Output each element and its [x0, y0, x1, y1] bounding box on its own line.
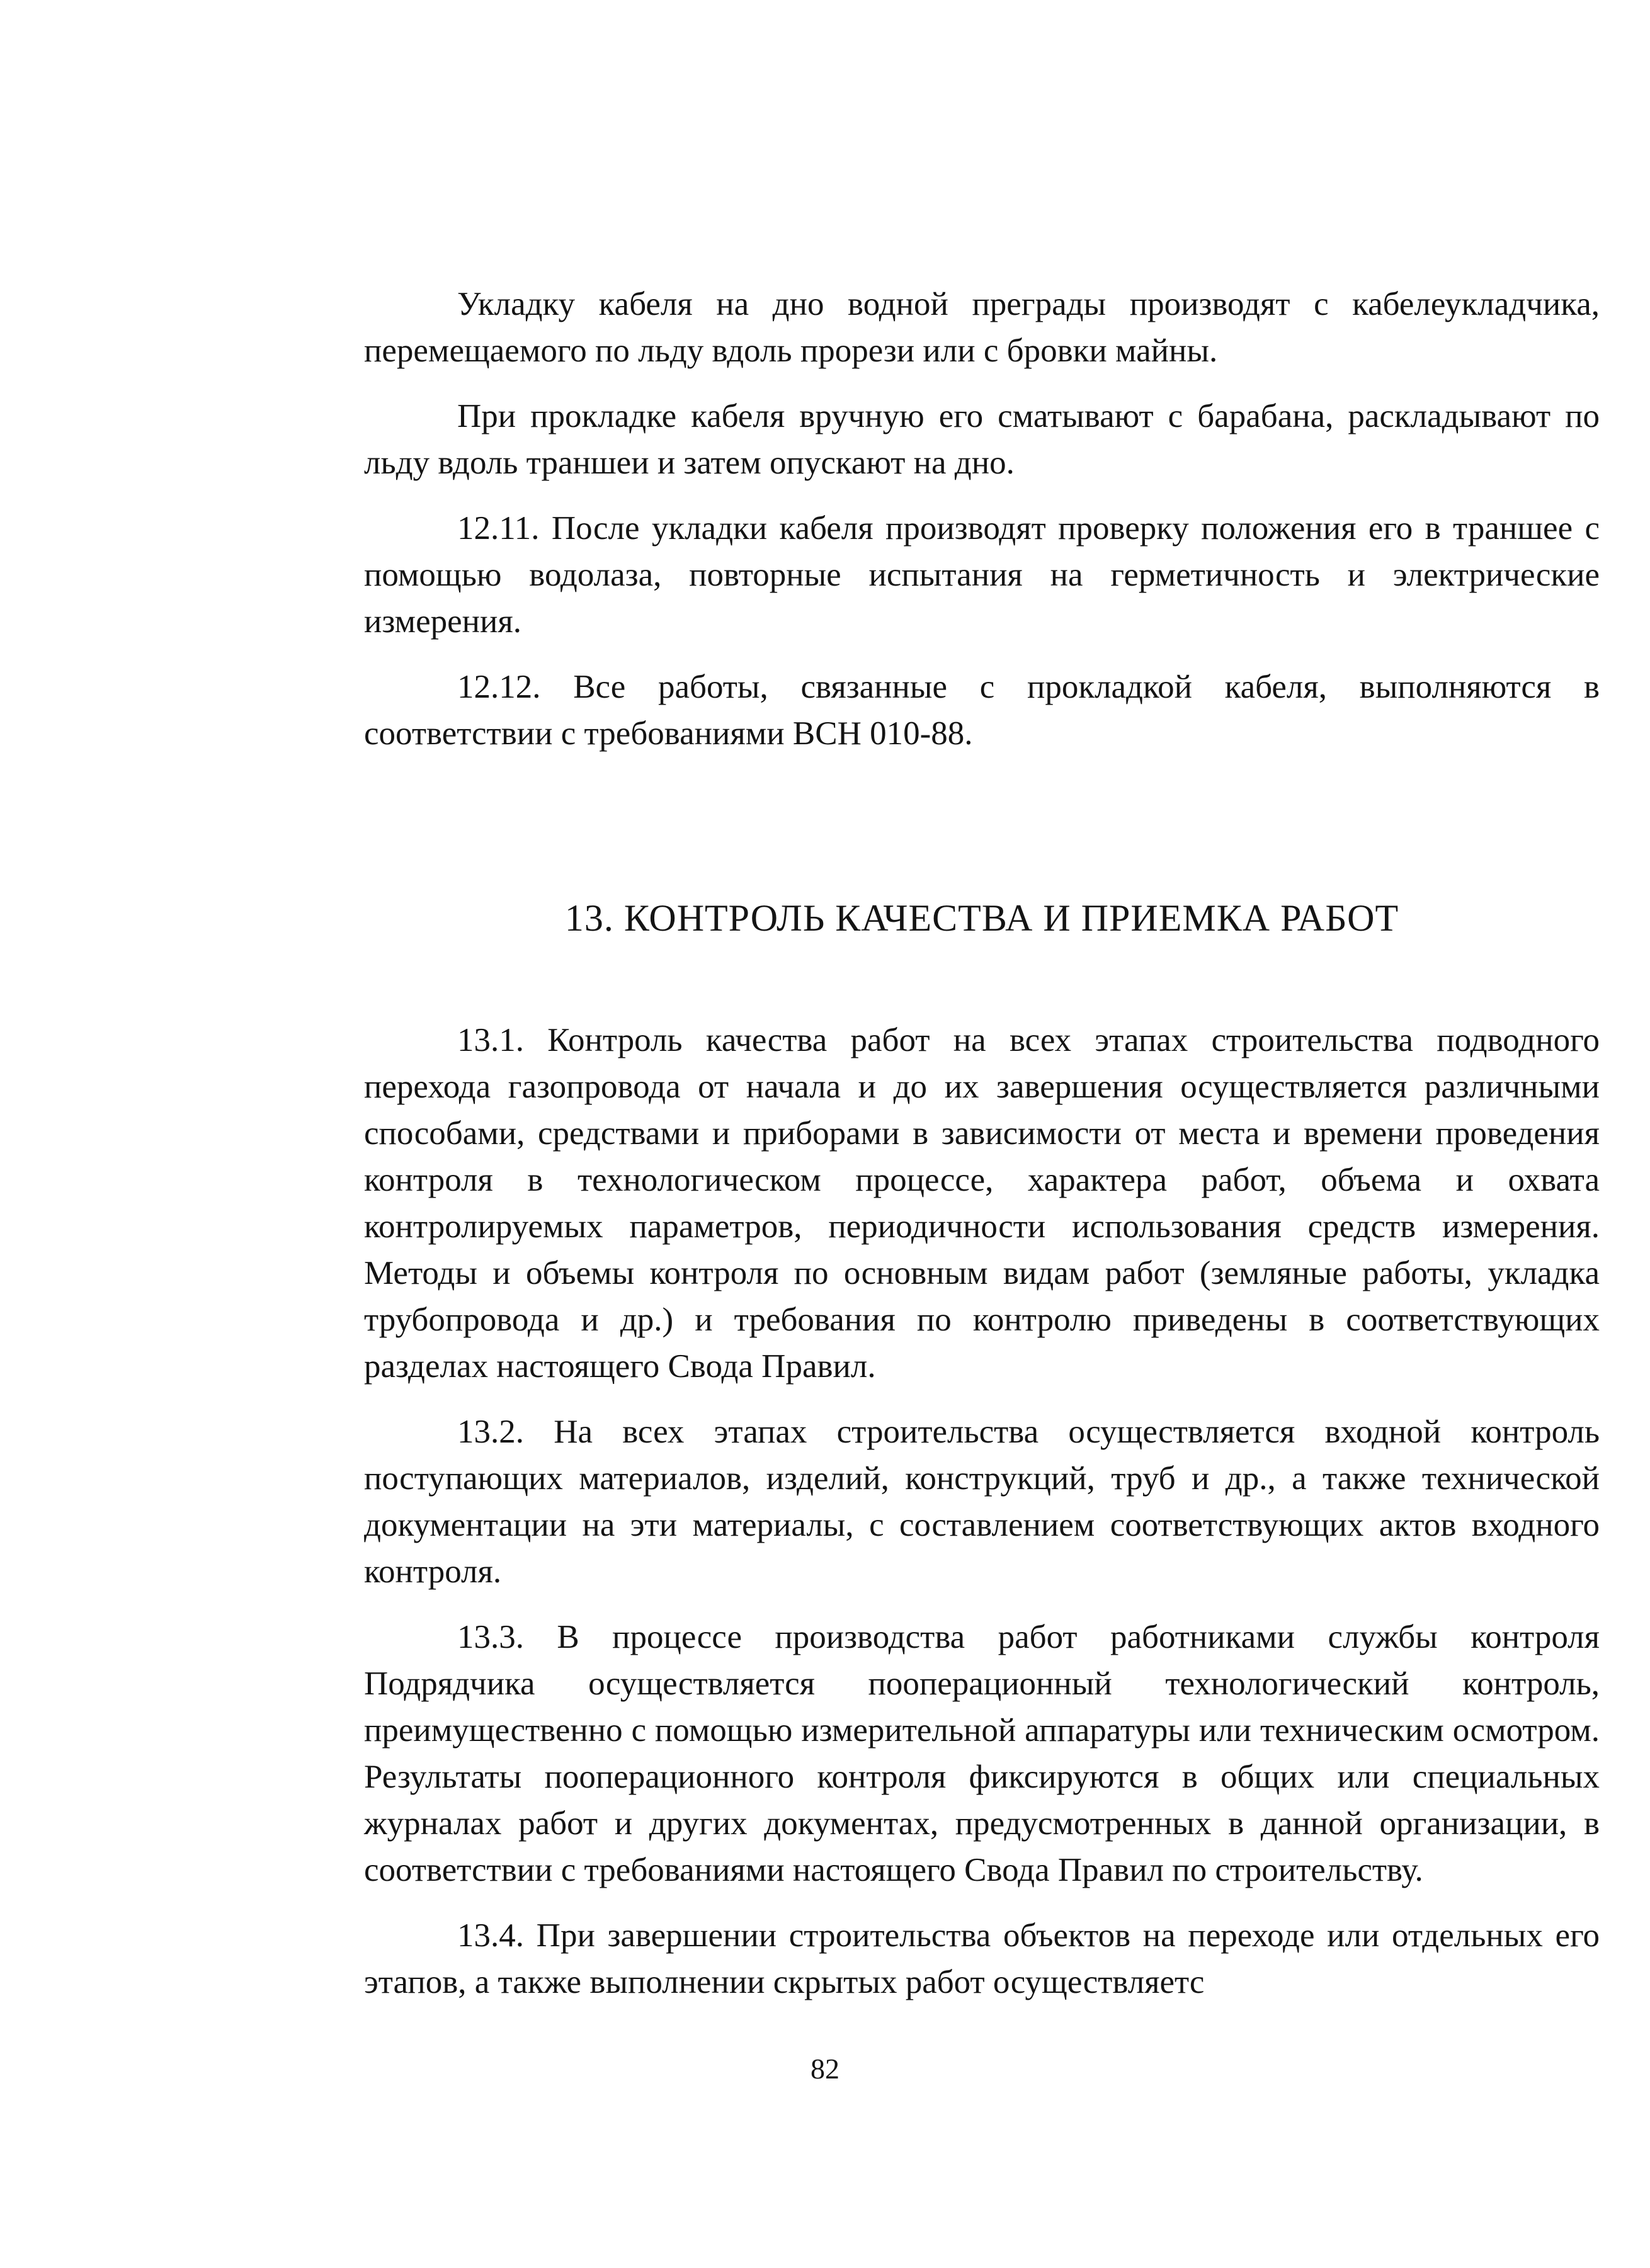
- paragraph-cable-laying: Укладку кабеля на дно водной преграды производят с кабелеукладчика, перемещаемого по льду вдоль прорези или с бровки майны.: [364, 286, 1600, 369]
- section-12-text: [364, 281, 1600, 757]
- section-13-heading: 13. КОНТРОЛЬ КАЧЕСТВА И ПРИЕМКА РАБОТ: [564, 897, 1399, 939]
- paragraph-13-4: 13.4. При завершении строительства объектов на переходе или отдельных его этапов, а также выполнении скрытых работ осуществляетс: [364, 1917, 1600, 2000]
- paragraph-13-2: 13.2. На всех этапах строительства осуществляется входной контроль поступающих материалов, изделий, конструкций, труб и др., а также технической документации на эти материалы, с составлением соответствующих актов входного контроля.: [364, 1414, 1600, 1590]
- paragraph-13-1: 13.1. Контроль качества работ на всех этапах строительства подводного перехода газопровода от начала и до их завершения осуществляется различными способами, средствами и приборами в зависимости от места и времени проведения контроля в технологическом процессе, характера работ, объема и охвата контролируемых параметров, периодичности использования средств измерения. Методы и объемы контроля по основным видам работ (земляные работы, укладка трубопровода и др.) и требования по контролю приведены в соответствующих разделах настоящего Свода Правил.: [364, 1022, 1600, 1385]
- paragraph-12-12: 12.12. Все работы, связанные с прокладкой кабеля, выполняются в соответствии с требованиями ВСН 010-88.: [364, 669, 1600, 752]
- page-number: 82: [811, 2053, 839, 2085]
- section-13-text: [364, 1017, 1600, 2005]
- paragraph-13-3: 13.3. В процессе производства работ работниками службы контроля Подрядчика осуществляется пооперационный технологический контроль, преимущественно с помощью измерительной аппаратуры или техническим осмотром. Результаты пооперационного контроля фиксируются в общих или специальных журналах работ и других документах, предусмотренных в данной организации, в соответствии с требованиями настоящего Свода Правил по строительству.: [364, 1619, 1600, 1888]
- paragraph-manual-laying: При прокладке кабеля вручную его сматывают с барабана, раскладывают по льду вдоль траншеи и затем опускают на дно.: [364, 398, 1600, 481]
- paragraph-12-11: 12.11. После укладки кабеля производят проверку положения его в траншее с помощью водолаза, повторные испытания на герметичность и электрические измерения.: [364, 510, 1600, 640]
